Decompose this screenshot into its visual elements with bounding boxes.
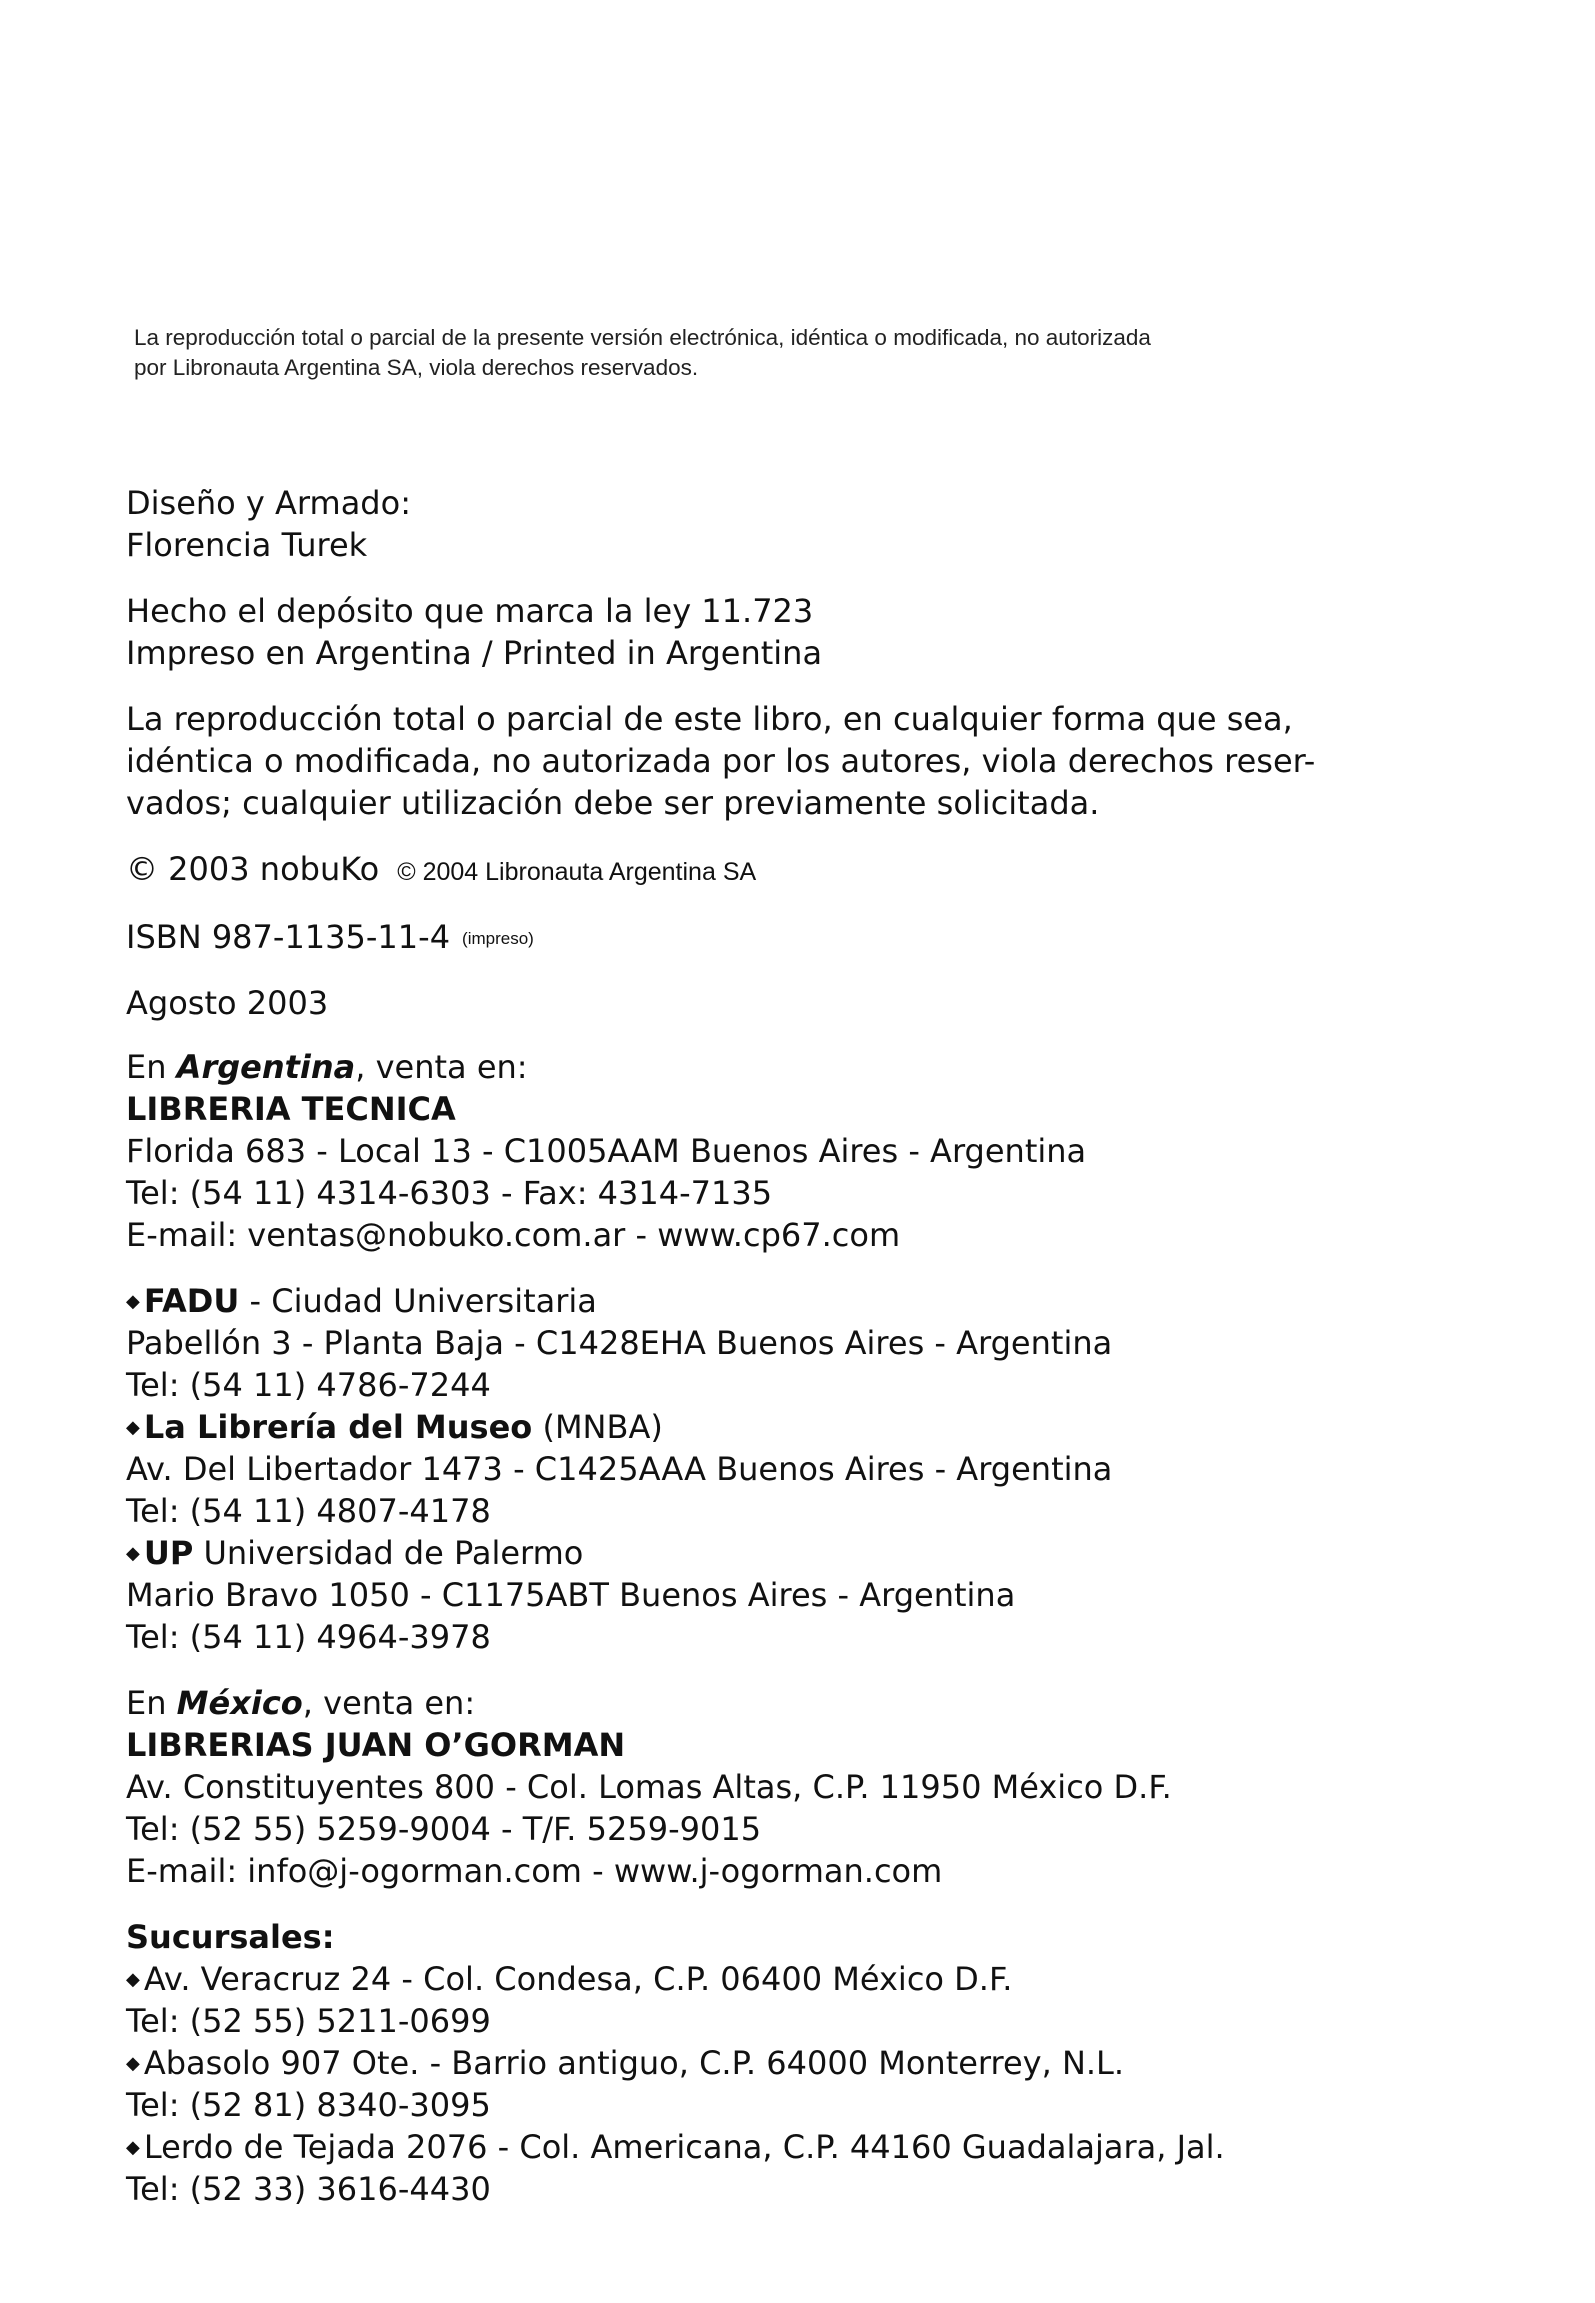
branch-title: [126, 1408, 663, 1452]
branch-address: Mario Bravo 1050 - C1175ABT Buenos Aires - Argentina: [126, 1576, 1016, 1614]
store-email: E-mail: info@j-ogorman.com - www.j-ogorman.com: [126, 1852, 943, 1890]
branch-name: FADU: [143, 1282, 240, 1320]
branch-phone: Tel: (54 11) 4786-7244: [126, 1366, 491, 1404]
store-name: LIBRERIAS JUAN O’GORMAN: [126, 1726, 626, 1764]
mexico-heading: [126, 1684, 475, 1722]
notice-line: La reproducción total o parcial de la presente versión electrónica, idéntica o modificada, no autorizada: [134, 325, 1151, 350]
branch-desc: - Ciudad Universitaria: [239, 1282, 597, 1320]
rights-line: vados; cualquier utilización debe ser previamente solicitada.: [126, 784, 1100, 822]
heading-prefix: En: [126, 1684, 177, 1722]
deposit-line: Hecho el depósito que marca la ley 11.723: [126, 592, 814, 630]
diamond-bullet-icon: ◆: [126, 1969, 140, 1990]
store-email: E-mail: ventas@nobuko.com.ar - www.cp67.com: [126, 1216, 901, 1254]
heading-prefix: En: [126, 1048, 177, 1086]
branch-address: Pabellón 3 - Planta Baja - C1428EHA Buenos Aires - Argentina: [126, 1324, 1113, 1362]
branch-title: [126, 1282, 597, 1326]
store-phone: Tel: (52 55) 5259-9004 - T/F. 5259-9015: [126, 1810, 762, 1848]
branch-name: La Librería del Museo: [143, 1408, 533, 1446]
rights-line: idéntica o modificada, no autorizada por los autores, viola derechos reser-: [126, 742, 1316, 780]
diamond-bullet-icon: ◆: [126, 1543, 140, 1564]
branch-address-text: Lerdo de Tejada 2076 - Col. Americana, C.P. 44160 Guadalajara, Jal.: [143, 2128, 1225, 2166]
copyright-libronauta: © 2004 Libronauta Argentina SA: [397, 858, 757, 886]
store-phone: Tel: (54 11) 4314-6303 - Fax: 4314-7135: [126, 1174, 773, 1212]
store-address: Av. Constituyentes 800 - Col. Lomas Altas, C.P. 11950 México D.F.: [126, 1768, 1172, 1806]
diamond-bullet-icon: ◆: [126, 2053, 140, 2074]
branch-phone: Tel: (54 11) 4964-3978: [126, 1618, 491, 1656]
heading-suffix: , venta en:: [302, 1684, 476, 1722]
branch-phone: Tel: (52 81) 8340-3095: [126, 2086, 491, 2124]
diamond-bullet-icon: ◆: [126, 1291, 140, 1312]
diamond-bullet-icon: ◆: [126, 2137, 140, 2158]
isbn-line: [126, 918, 534, 962]
branch-desc: Universidad de Palermo: [193, 1534, 584, 1572]
country-name: Argentina: [176, 1048, 356, 1086]
printed-in-line: Impreso en Argentina / Printed in Argentina: [126, 634, 823, 672]
publication-date: Agosto 2003: [126, 984, 329, 1022]
argentina-heading: [126, 1048, 528, 1086]
branch-address: [126, 2044, 1124, 2088]
isbn-note: (impreso): [462, 929, 534, 948]
branch-phone: Tel: (52 33) 3616-4430: [126, 2170, 491, 2208]
store-name: LIBRERIA TECNICA: [126, 1090, 456, 1128]
branch-title: [126, 1534, 583, 1578]
store-address: Florida 683 - Local 13 - C1005AAM Buenos Aires - Argentina: [126, 1132, 1087, 1170]
copyright-line: [126, 850, 756, 891]
branch-phone: Tel: (52 55) 5211-0699: [126, 2002, 491, 2040]
rights-line: La reproducción total o parcial de este libro, en cualquier forma que sea,: [126, 700, 1293, 738]
design-label: Diseño y Armado:: [126, 484, 411, 522]
branch-address: Av. Del Libertador 1473 - C1425AAA Buenos Aires - Argentina: [126, 1450, 1113, 1488]
notice-line: por Libronauta Argentina SA, viola derechos reservados.: [134, 355, 699, 380]
isbn-number: ISBN 987-1135-11-4: [126, 918, 451, 956]
branch-phone: Tel: (54 11) 4807-4178: [126, 1492, 491, 1530]
branch-address: [126, 1960, 1012, 2004]
heading-suffix: , venta en:: [355, 1048, 528, 1086]
branch-name: UP: [143, 1534, 194, 1572]
country-name: México: [176, 1684, 303, 1722]
diamond-bullet-icon: ◆: [126, 1417, 140, 1438]
branch-address-text: Av. Veracruz 24 - Col. Condesa, C.P. 06400 México D.F.: [143, 1960, 1013, 1998]
copyright-nobuko: © 2003 nobuKo: [126, 850, 380, 888]
designer-name: Florencia Turek: [126, 526, 368, 564]
electronic-version-notice: [134, 323, 1464, 383]
branches-label: Sucursales:: [126, 1918, 335, 1956]
branch-address-text: Abasolo 907 Ote. - Barrio antiguo, C.P. 64000 Monterrey, N.L.: [143, 2044, 1125, 2082]
branch-desc: (MNBA): [532, 1408, 663, 1446]
branch-address: [126, 2128, 1225, 2172]
